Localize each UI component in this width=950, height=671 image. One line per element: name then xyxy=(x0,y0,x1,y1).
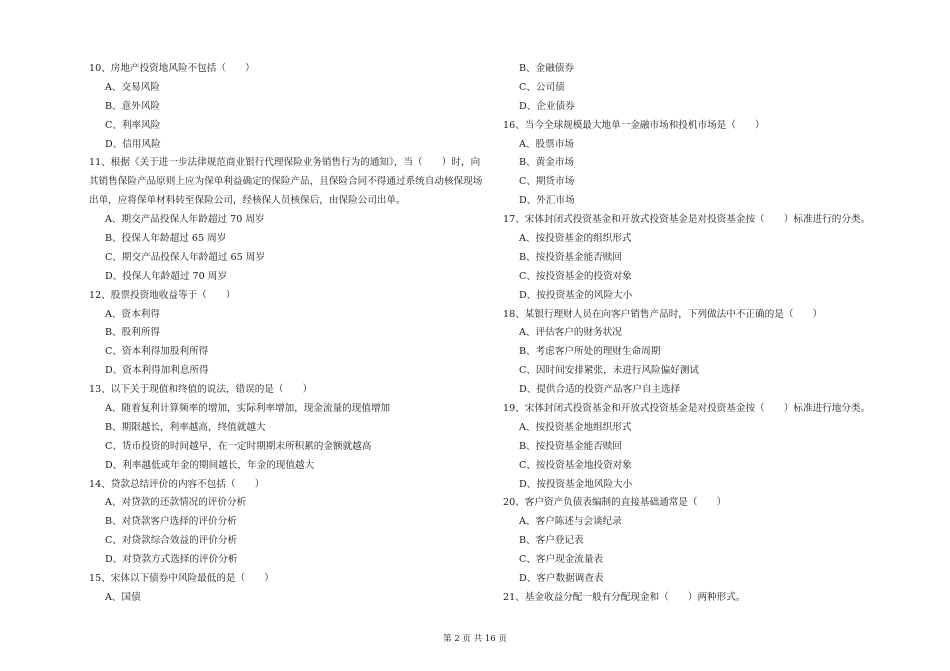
answer-option: A、按投资基金地组织形式 xyxy=(519,421,632,433)
answer-option: A、交易风险 xyxy=(105,81,160,93)
answer-option: C、客户现金流量表 xyxy=(519,554,604,566)
answer-option: B、投保人年龄超过 65 周岁 xyxy=(105,233,227,245)
answer-option: C、公司债 xyxy=(519,81,565,93)
answer-option: D、资本利得加利息所得 xyxy=(105,365,209,377)
answer-option: B、股利所得 xyxy=(105,327,161,339)
question-text: 10、房地产投资地风险不包括（ ） xyxy=(89,63,255,74)
answer-option: D、企业债券 xyxy=(519,100,575,112)
answer-option: A、对贷款的还款情况的评价分析 xyxy=(105,497,247,509)
question-text: 12、股票投资地收益等于（ ） xyxy=(89,289,236,301)
answer-option: D、投保人年龄超过 70 周岁 xyxy=(105,270,227,282)
answer-option: D、提供合适的投资产品客户自主选择 xyxy=(519,384,681,396)
answer-option: A、国债 xyxy=(105,591,141,603)
question-text: 14、贷款总结评价的内容不包括（ ） xyxy=(89,478,265,490)
answer-option: A、评估客户的财务状况 xyxy=(519,327,622,339)
answer-option: C、期货市场 xyxy=(519,176,575,188)
answer-option: D、按投资基金地风险大小 xyxy=(519,478,633,490)
answer-option: A、期交产品投保人年龄超过 70 周岁 xyxy=(105,214,265,226)
question-text: 21、基金收益分配一般有分配现金和（ ）两种形式。 xyxy=(503,591,746,603)
question-text-continued: 出单，应将保单材料转至保险公司，经核保人员核保后，由保险公司出单。 xyxy=(89,195,406,207)
answer-option: A、股票市场 xyxy=(519,138,574,150)
answer-option: D、客户数据调查表 xyxy=(519,573,604,585)
answer-option: B、黄金市场 xyxy=(519,157,575,169)
answer-option: B、对贷款客户选择的评价分析 xyxy=(105,516,237,528)
answer-option: B、意外风险 xyxy=(105,100,161,112)
answer-option: C、因时间安排紧张，未进行风险偏好测试 xyxy=(519,365,700,377)
answer-option: B、考虑客户所处的理财生命周期 xyxy=(519,346,661,358)
answer-option: C、期交产品投保人年龄超过 65 周岁 xyxy=(105,251,265,263)
answer-option: C、按投资基金地投资对象 xyxy=(519,459,632,471)
question-text: 16、当今全球规模最大地单一金融市场和投机市场是（ ） xyxy=(503,119,765,131)
answer-option: B、金融债券 xyxy=(519,63,575,74)
answer-option: B、期限越长，利率越高，终值就越大 xyxy=(105,421,266,433)
answer-option: A、随着复利计算频率的增加，实际利率增加，现金流量的现值增加 xyxy=(105,403,391,415)
answer-option: A、资本利得 xyxy=(105,308,160,320)
page-footer: 第 2 页 共 16 页 xyxy=(443,634,507,644)
answer-option: D、利率越低或年金的期间越长，年金的现值越大 xyxy=(105,459,315,471)
answer-option: C、资本利得加股利所得 xyxy=(105,346,209,358)
answer-option: D、按投资基金的风险大小 xyxy=(519,289,633,301)
answer-option: C、货币投资的时间越早，在一定时期期末所积累的金额就越高 xyxy=(105,440,372,452)
question-text: 13、以下关于现值和终值的说法，错误的是（ ） xyxy=(89,384,313,396)
answer-option: C、对贷款综合效益的评价分析 xyxy=(105,535,238,547)
answer-option: D、对贷款方式选择的评价分析 xyxy=(105,554,238,566)
left-column xyxy=(89,60,487,608)
answer-option: A、客户陈述与会谈纪录 xyxy=(519,516,622,528)
answer-option: D、外汇市场 xyxy=(519,195,575,207)
question-text: 20、客户资产负债表编制的直接基础通常是（ ） xyxy=(503,497,727,509)
answer-option: C、按投资基金的投资对象 xyxy=(519,270,632,282)
question-text: 11、根据《关于进一步法律规范商业银行代理保险业务销售行为的通知》，当（ ）时，向 xyxy=(89,157,481,169)
answer-option: B、按投资基金能否赎回 xyxy=(519,440,622,452)
right-column xyxy=(503,60,903,608)
answer-option: A、按投资基金的组织形式 xyxy=(519,233,632,245)
answer-option: B、客户登记表 xyxy=(519,535,584,547)
question-text: 19、宋体封闭式投资基金和开放式投资基金是对投资基金按（ ）标准进行地分类。 xyxy=(503,403,871,415)
answer-option: B、按投资基金能否赎回 xyxy=(519,251,622,263)
answer-option: C、利率风险 xyxy=(105,119,161,131)
question-text: 17、宋体封闭式投资基金和开放式投资基金是对投资基金按（ ）标准进行的分类。 xyxy=(503,214,871,226)
question-text: 15、宋体以下债券中风险最低的是（ ） xyxy=(89,573,274,585)
question-text-continued: 其销售保险产品原则上应为保单利益确定的保险产品，且保险合同不得通过系统自动核保现场 xyxy=(89,176,483,188)
answer-option: D、信用风险 xyxy=(105,138,161,150)
question-text: 18、某银行理财人员在向客户销售产品时，下列做法中不正确的是（ ） xyxy=(503,308,823,320)
